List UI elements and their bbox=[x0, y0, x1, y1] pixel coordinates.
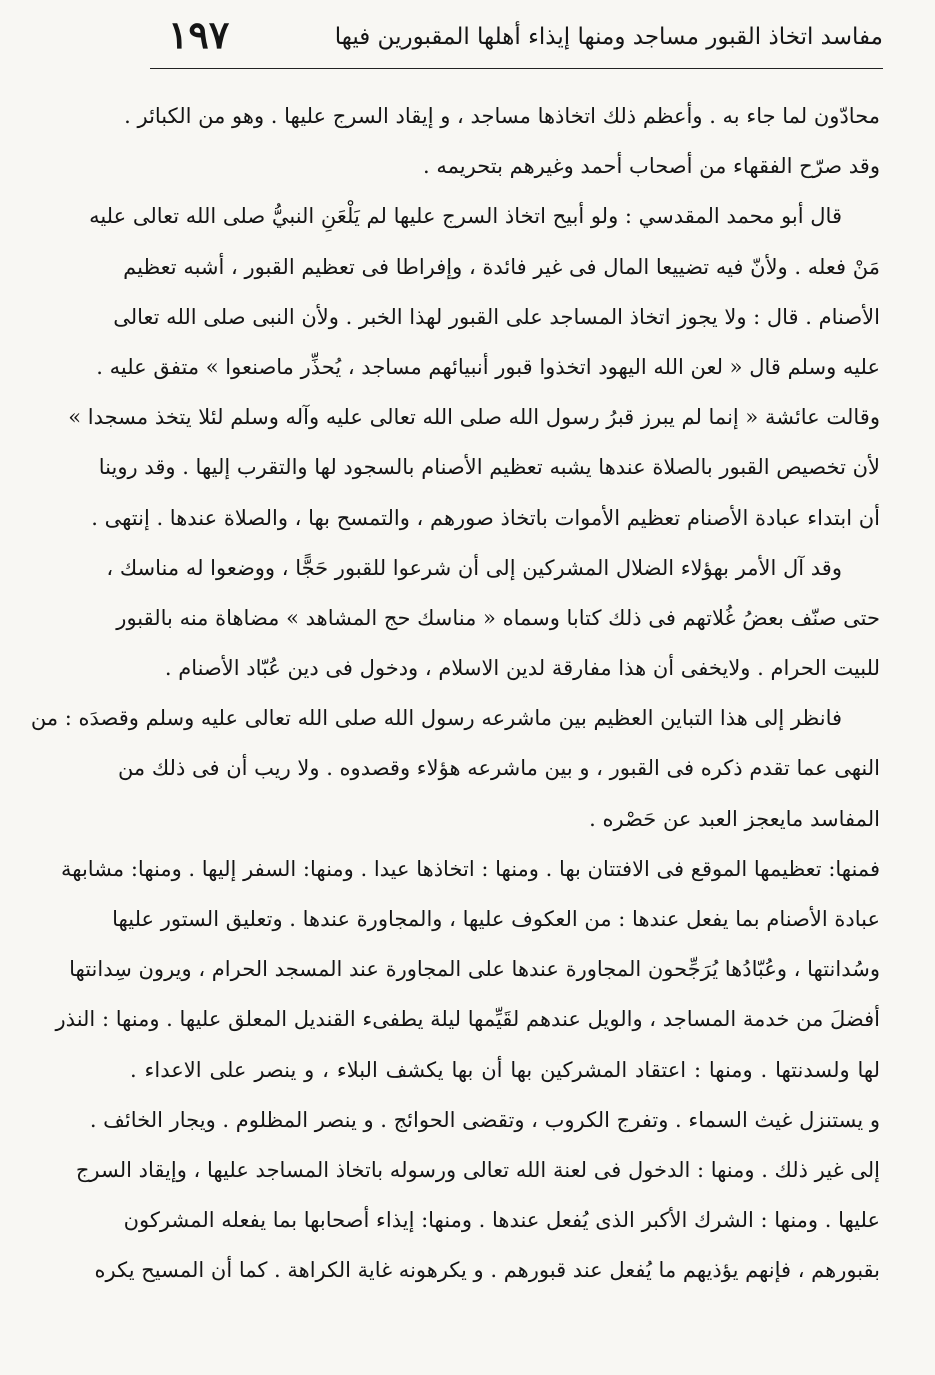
text-line: أفضلَ من خدمة المساجد ، والويل عندهم لقَيِّمها ليلة يطفىء القنديل المعلق عليها . ومنها : النذر bbox=[55, 1007, 880, 1032]
text-line: قال أبو محمد المقدسي : ولو أبيح اتخاذ السرج عليها لم يَلْعَنِ النبيُّ صلى الله تعالى عليه bbox=[89, 204, 842, 229]
text-line: فانظر إلى هذا التباين العظيم بين ماشرعه رسول الله صلى الله تعالى عليه وسلم وقصدَه : من bbox=[30, 706, 842, 731]
text-line: لأن تخصيص القبور بالصلاة عندها يشبه تعظيم الأصنام بالسجود لها والتقرب إليها . وقد روينا bbox=[98, 455, 880, 480]
text-line: عبادة الأصنام بما يفعل عندها : من العكوف عليها ، والمجاورة عندها . وتعليق الستور عليها bbox=[112, 907, 880, 931]
text-line: عليه وسلم قال « لعن الله اليهود اتخذوا قبور أنبيائهم مساجد ، يُحذِّر ماصنعوا » متفق عليه . bbox=[96, 354, 880, 379]
text-line: بقبورهم ، فإنهم يؤذيهم ما يُفعل عند قبورهم . و يكرهونه غاية الكراهة . كما أن المسيح يكره bbox=[94, 1258, 880, 1283]
text-line: النهى عما تقدم ذكره فى القبور ، و بين ماشرعه هؤلاء وقصدوه . ولا ريب أن فى ذلك من bbox=[117, 756, 880, 781]
text-line: المفاسد مايعجز العبد عن حَصْره . bbox=[589, 806, 880, 831]
text-line: إلى غير ذلك . ومنها : الدخول فى لعنة الله تعالى ورسوله باتخاذ المساجد عليها ، وإيقاد السرج bbox=[75, 1157, 880, 1182]
running-title: مفاسد اتخاذ القبور مساجد ومنها إيذاء أهلها المقبورين فيها bbox=[334, 24, 883, 50]
text-line: وقالت عائشة « إنما لم يبرز قبرُ رسول الله صلى الله تعالى عليه وآله وسلم لئلا يتخذ مسجدا » bbox=[68, 405, 880, 430]
text-line: للبيت الحرام . ولايخفى أن هذا مفارقة لدين الاسلام ، ودخول فى دين عُبّاد الأصنام . bbox=[164, 656, 880, 681]
body-text bbox=[30, 98, 880, 1303]
text-line: محادّون لما جاء به . وأعظم ذلك اتخاذها مساجد ، و إيقاد السرج عليها . وهو من الكبائر . bbox=[124, 104, 880, 128]
header-rule bbox=[150, 68, 883, 69]
text-line: أن ابتداء عبادة الأصنام تعظيم الأموات باتخاذ صورهم ، والتمسح بها ، والصلاة عندها . إنتهى . bbox=[91, 505, 880, 530]
text-line: وسُدانتها ، وعُبّادُها يُرَجِّحون المجاورة عندها على المجاورة عند المسجد الحرام ، ويرون سِدانتها bbox=[69, 957, 880, 982]
text-line: مَنْ فعله . ولأنّ فيه تضييعا المال فى غير فائدة ، وإفراطا فى تعظيم القبور ، أشبه تعظيم bbox=[123, 254, 880, 279]
page-header bbox=[150, 12, 883, 70]
page-number: ١٩٧ bbox=[168, 12, 230, 57]
text-line: الأصنام . قال : ولا يجوز اتخاذ المساجد على القبور لهذا الخبر . ولأن النبى صلى الله تعالى bbox=[113, 304, 880, 329]
text-line: وقد آل الأمر بهؤلاء الضلال المشركين إلى أن شرعوا للقبور حَجًّا ، ووضعوا له مناسك ، bbox=[106, 555, 842, 580]
text-line: حتى صنّف بعضُ غُلاتهم فى ذلك كتابا وسماه « مناسك حج المشاهد » مضاهاة منه بالقبور bbox=[116, 605, 880, 630]
text-line: عليها . ومنها : الشرك الأكبر الذى يُفعل عندها . ومنها: إيذاء أصحابها بما يفعله المشركون bbox=[123, 1208, 880, 1233]
text-line: فمنها: تعظيمها الموقع فى الافتتان بها . ومنها : اتخاذها عيدا . ومنها: السفر إليها . ومنها: مشابهة bbox=[61, 856, 880, 881]
text-line: وقد صرّح الفقهاء من أصحاب أحمد وغيرهم بتحريمه . bbox=[423, 154, 880, 179]
text-line: لها ولسدنتها . ومنها : اعتقاد المشركين بها أن بها يكشف البلاء ، و ينصر على الاعداء . bbox=[130, 1057, 880, 1082]
text-line: و يستنزل غيث السماء . وتفرج الكروب ، وتقضى الحوائج . و ينصر المظلوم . ويجار الخائف . bbox=[89, 1107, 880, 1132]
